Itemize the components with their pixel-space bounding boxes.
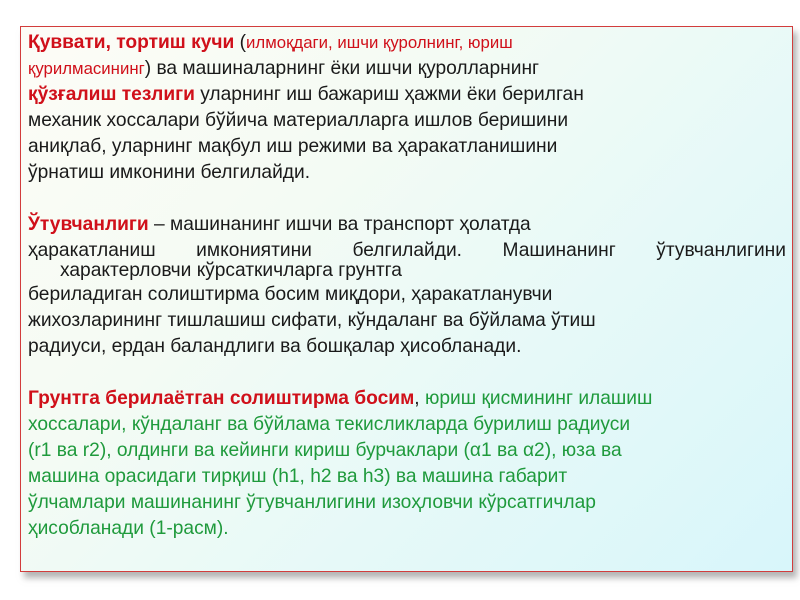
paragraph-passability-line-2: ҳаракатланиш имкониятини белгилайди. Машинанинг ўтувчанлигини — [28, 240, 786, 261]
term-specific-pressure: Грунтга берилаётган солиштирма босим — [28, 388, 415, 409]
paragraph-power-line-5: аниқлаб, уларнинг мақбул иш режими ва ҳаракатланишини — [28, 136, 558, 157]
term-speed: қўзғалиш тезлиги — [28, 84, 195, 105]
term-passability: Ўтувчанлиги — [28, 214, 149, 235]
paragraph-passability-line-3: характерловчи кўрсаткичларга грунтга — [60, 260, 402, 281]
paragraph-pressure-line-1: Грунтга берилаётган солиштирма босим, юриш қисмининг илашиш — [28, 388, 653, 409]
slide-body — [28, 30, 786, 542]
paragraph-passability-line-5: жихозларининг тишлашиш сифати, кўндаланг ва бўйлама ўтиш — [28, 310, 596, 331]
paragraph-pressure-line-6: ҳисобланади (1-расм). — [28, 518, 229, 539]
paragraph-power-line-6: ўрнатиш имконини белгилайди. — [28, 162, 311, 183]
paragraph-passability-line-1: Ўтувчанлиги – машинанинг ишчи ва транспорт ҳолатда — [28, 214, 531, 235]
term-power: Қуввати, тортиш кучи — [28, 32, 235, 53]
paragraph-power-line-2: қурилмасининг) ва машиналарнинг ёки ишчи қуролларнинг — [28, 58, 540, 79]
paragraph-passability-line-6: радиуси, ердан баландлиги ва бошқалар ҳисобланади. — [28, 336, 522, 357]
paragraph-power-line-4: механик хоссалари бўйича материалларга ишлов беришини — [28, 110, 569, 131]
paragraph-pressure-line-4: машина орасидаги тирқиш (h1, h2 ва h3) ва машина габарит — [28, 466, 568, 487]
power-note: илмоқдаги, ишчи қуролнинг, юриш — [246, 33, 513, 52]
slide-text-box — [20, 26, 793, 572]
paragraph-passability-line-4: бериладиган солиштирма босим миқдори, ҳаракатланувчи — [28, 284, 553, 305]
paragraph-pressure-line-5: ўлчамлари машинанинг ўтувчанлигини изоҳловчи кўрсатгичлар — [28, 492, 596, 513]
paragraph-pressure-line-3: (r1 ва r2), олдинги ва кейинги кириш бурчаклари (α1 ва α2), юза ва — [28, 440, 622, 461]
paragraph-pressure-line-2: хоссалари, кўндаланг ва бўйлама текисликларда бурилиш радиуси — [28, 414, 631, 435]
paragraph-power-line-1: Қуввати, тортиш кучи (илмоқдаги, ишчи қуролнинг, юриш — [28, 32, 513, 53]
paragraph-power-line-3: қўзғалиш тезлиги уларнинг иш бажариш ҳажми ёки берилган — [28, 84, 584, 105]
